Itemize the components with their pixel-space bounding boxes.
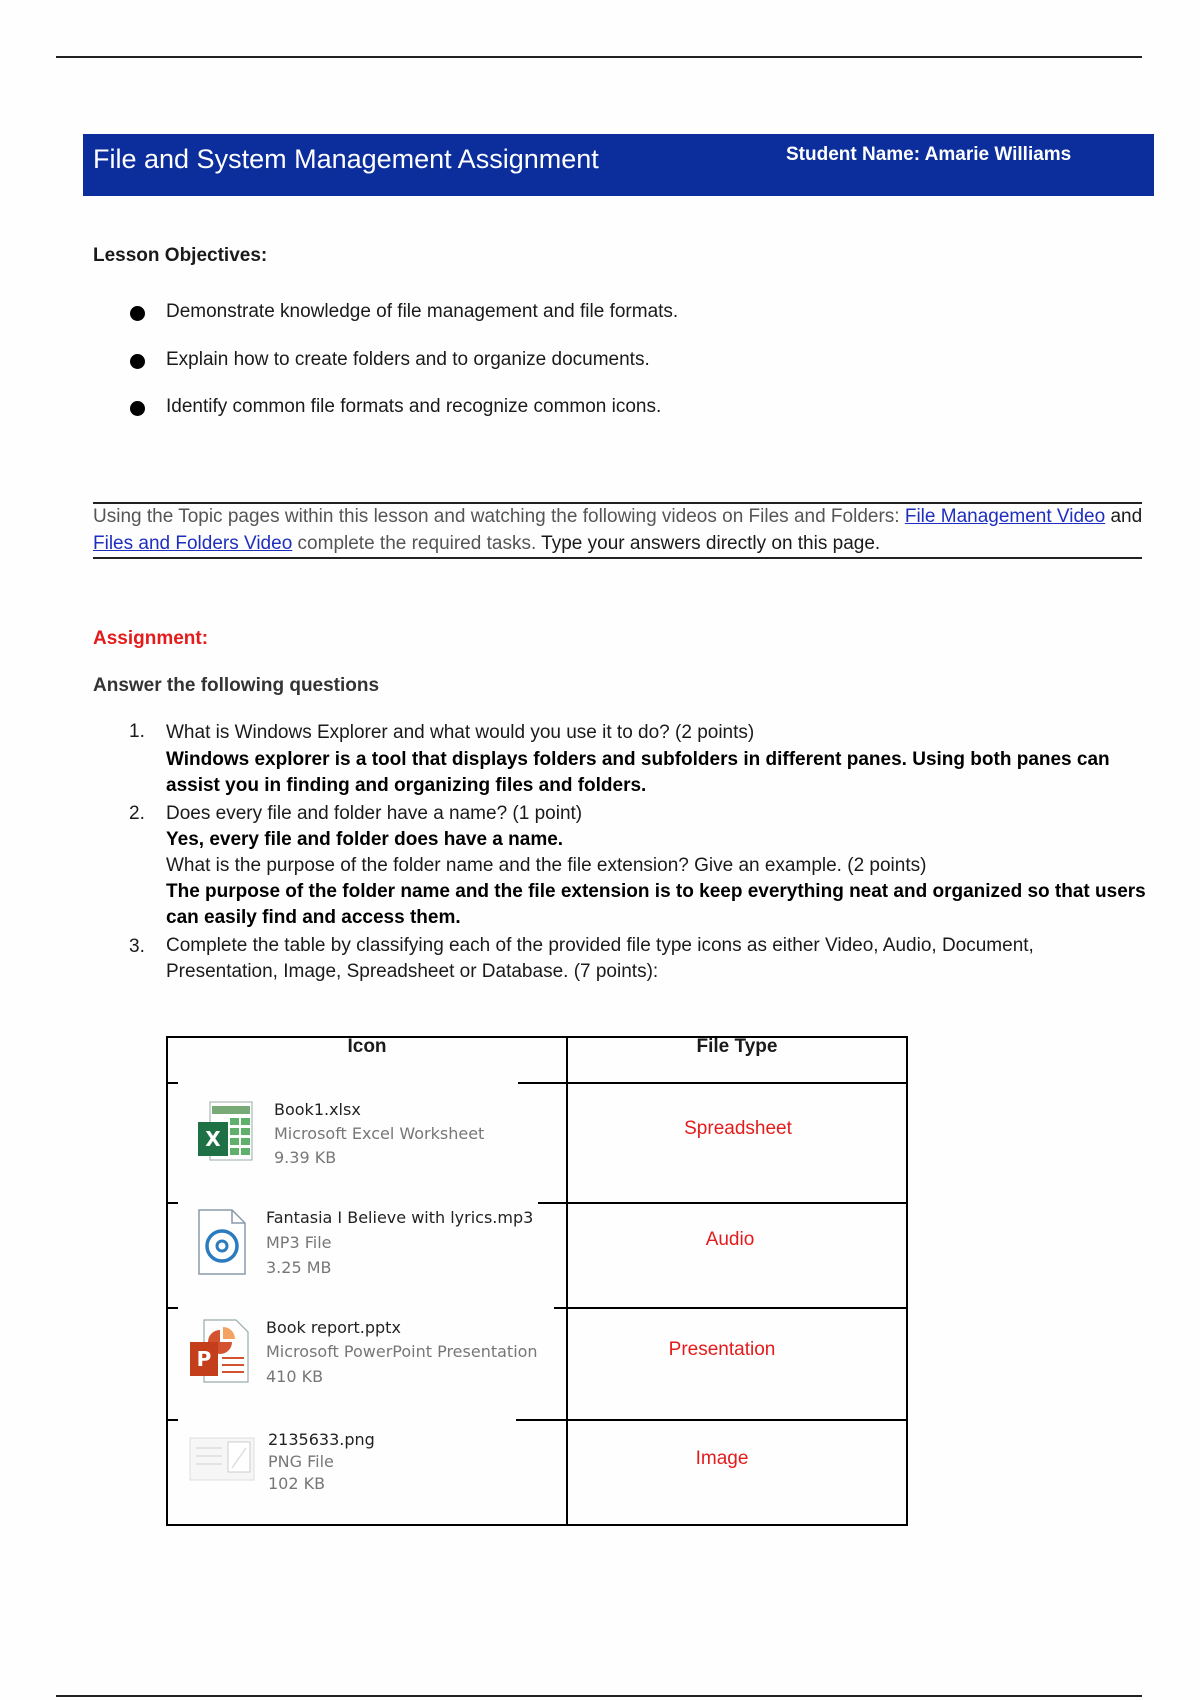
question-text: What is the purpose of the folder name and the file extension? Give an example. (2 points) [166, 855, 927, 876]
student-name: Student Name: Amarie Williams [786, 144, 1072, 165]
instructions-heading: Answer the following questions [93, 675, 380, 696]
filetype-column-header: File Type [696, 1036, 778, 1057]
bottom-rule [56, 1695, 1142, 1697]
objective-item: Explain how to create folders and to organize documents. [166, 349, 650, 370]
row-divider [554, 1307, 906, 1309]
files-and-folders-video-link[interactable]: Files and Folders Video [93, 533, 293, 554]
file-type-answer: Image [695, 1448, 749, 1469]
bullet-icon [130, 401, 145, 416]
answer-text: The purpose of the folder name and the file extension is to keep everything neat and organized so that users can easily find and access them. [166, 881, 1146, 928]
powerpoint-icon [188, 1318, 252, 1391]
mp3-icon [196, 1208, 248, 1281]
file-type-answer: Spreadsheet [684, 1118, 792, 1139]
file-size: 3.25 MB [266, 1258, 332, 1277]
question-text: What is Windows Explorer and what would you use it to do? (2 points) [166, 722, 755, 743]
answer-text: Windows explorer is a tool that displays folders and subfolders in different panes. Using both panes can assist you in finding and organizing files and folders. [166, 749, 1110, 796]
file-kind: MP3 File [266, 1233, 332, 1252]
file-name: Fantasia I Believe with lyrics.mp3 [266, 1208, 534, 1227]
row-divider [168, 1419, 178, 1421]
png-icon [188, 1434, 258, 1489]
file-name: Book1.xlsx [274, 1100, 361, 1119]
bullet-icon [130, 306, 145, 321]
svg-text:P: P [196, 1347, 212, 1371]
file-size: 102 KB [268, 1474, 326, 1493]
intro-text-2: complete the required tasks. [292, 533, 542, 554]
row-divider [516, 1419, 906, 1421]
intro-paragraph [93, 503, 1143, 557]
objective-item: Demonstrate knowledge of file management and file formats. [166, 301, 679, 322]
question-number: 2. [129, 803, 145, 824]
question-text: Does every file and folder have a name? (1 point) [166, 803, 583, 824]
bullet-icon [130, 354, 145, 369]
objectives-heading: Lesson Objectives: [93, 245, 268, 266]
question-number: 3. [129, 936, 145, 957]
file-kind: Microsoft Excel Worksheet [274, 1124, 485, 1143]
svg-text:X: X [205, 1127, 221, 1151]
row-divider [168, 1082, 178, 1084]
file-size: 410 KB [266, 1367, 324, 1386]
intro-text: Using the Topic pages within this lesson and watching the following videos on Files and Folders: [93, 506, 905, 527]
row-divider [168, 1202, 178, 1204]
file-name: 2135633.png [268, 1430, 375, 1449]
excel-icon [196, 1100, 256, 1169]
assignment-heading: Assignment: [93, 628, 209, 649]
top-rule [56, 56, 1142, 58]
file-size: 9.39 KB [274, 1148, 337, 1167]
row-divider [538, 1202, 906, 1204]
question-text: Complete the table by classifying each of the provided file type icons as either Video, Audio, Document, Presentation, Image, Spreadsheet or Database. (7 points): [166, 935, 1034, 982]
file-type-answer: Audio [705, 1229, 755, 1250]
answer-text: Yes, every file and folder does have a name. [166, 829, 564, 850]
file-type-answer: Presentation [668, 1339, 776, 1360]
file-name: Book report.pptx [266, 1318, 401, 1337]
file-kind: PNG File [268, 1452, 334, 1471]
row-divider [518, 1082, 906, 1084]
header-bar [83, 134, 1154, 196]
intro-bottom-rule [93, 557, 1142, 559]
row-divider [168, 1307, 178, 1309]
objective-item: Identify common file formats and recognize common icons. [166, 396, 662, 417]
page-title: File and System Management Assignment [93, 144, 599, 174]
question-number: 1. [129, 721, 145, 742]
file-type-table [166, 1036, 908, 1526]
intro-instruction: Type your answers directly on this page. [541, 533, 881, 554]
file-kind: Microsoft PowerPoint Presentation [266, 1342, 538, 1361]
intro-and: and [1105, 506, 1143, 527]
icon-column-header: Icon [347, 1036, 387, 1057]
file-management-video-link[interactable]: File Management Video [904, 506, 1106, 527]
